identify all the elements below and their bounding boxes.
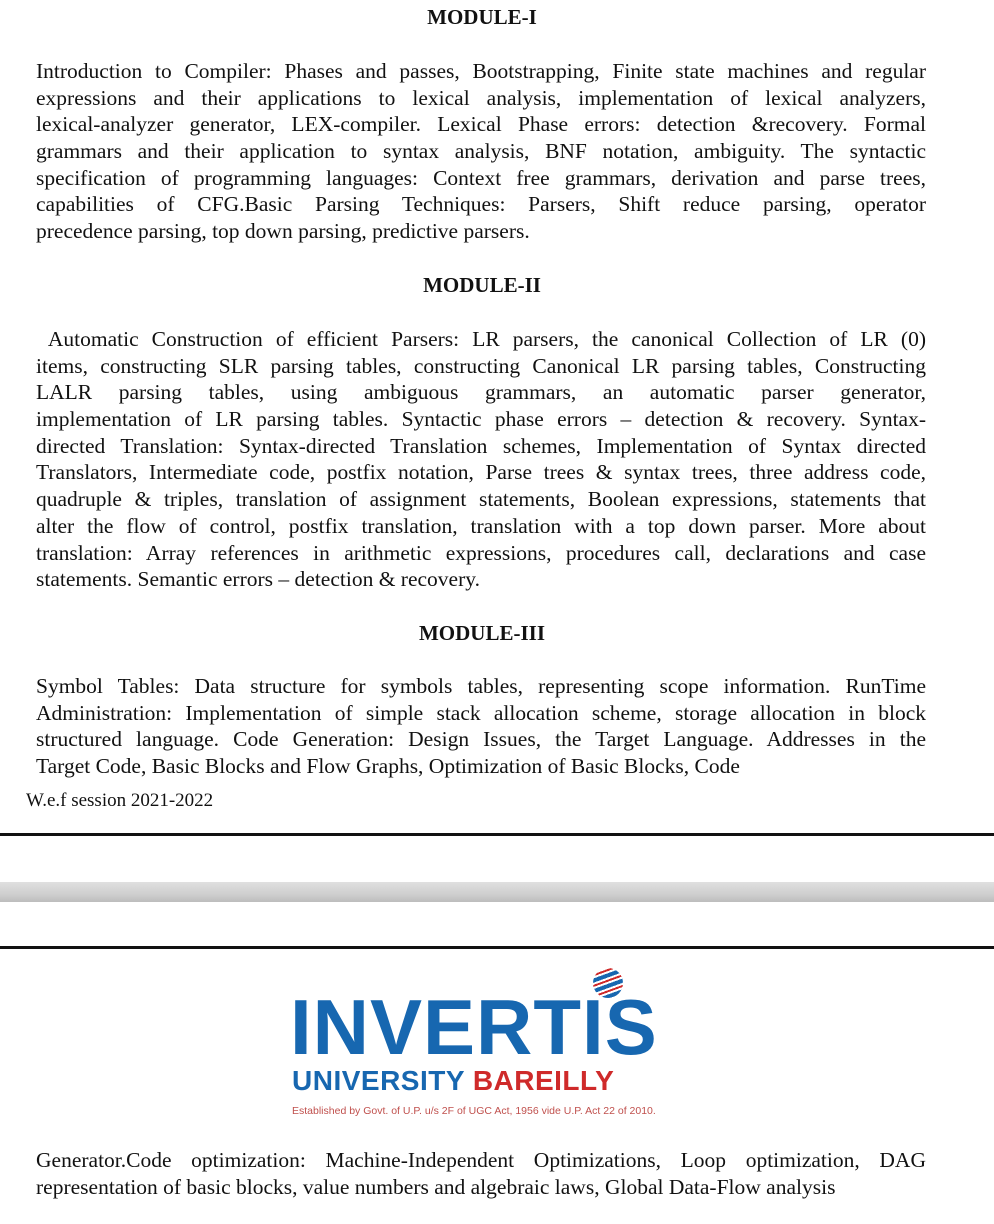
text-line: lexical-analyzer generator, LEX-compiler. Lexical Phase errors: detection &recovery. Formal (36, 112, 926, 137)
text-line: directed Translation: Syntax-directed Translation schemes, Implementation of Syntax directed (36, 433, 926, 458)
continuation-text (36, 1147, 926, 1200)
module-1-heading: MODULE-I (427, 5, 537, 29)
module-1-text (36, 58, 926, 245)
text-line: precedence parsing, top down parsing, predictive parsers. (36, 219, 530, 244)
text-line: Generator.Code optimization: Machine-Independent Optimizations, Loop optimization, DAG (36, 1148, 926, 1172)
text-line: statements. Semantic errors – detection & recovery. (36, 567, 480, 592)
text-line: Administration: Implementation of simple stack allocation scheme, storage allocation in block (36, 700, 926, 725)
text-line: Translators, Intermediate code, postfix notation, Parse trees & syntax trees, three address code, (36, 460, 926, 485)
session-footer: W.e.f session 2021-2022 (26, 790, 214, 811)
page-separator (0, 882, 994, 902)
logo-established: Established by Govt. of U.P. u/s 2F of UGC Act, 1956 vide U.P. Act 22 of 2010. (292, 1105, 656, 1117)
module-2-text (36, 326, 926, 593)
module-3-text (36, 673, 926, 780)
text-line: Target Code, Basic Blocks and Flow Graphs, Optimization of Basic Blocks, Code (36, 754, 740, 779)
text-line: items, constructing SLR parsing tables, constructing Canonical LR parsing tables, Constructing (36, 353, 926, 378)
module-3-heading: MODULE-III (418, 621, 545, 645)
logo-name: INVERTIS (290, 983, 658, 1071)
text-line: Automatic Construction of efficient Parsers: LR parsers, the canonical Collection of LR (0) (36, 327, 926, 351)
module-2-heading: MODULE-II (423, 273, 541, 297)
text-line: Introduction to Compiler: Phases and passes, Bootstrapping, Finite state machines and regular (36, 59, 926, 83)
text-line: Symbol Tables: Data structure for symbols tables, representing scope information. RunTime (36, 674, 926, 698)
text-line: grammars and their application to syntax analysis, BNF notation, ambiguity. The syntactic (36, 139, 926, 164)
text-line: structured language. Code Generation: Design Issues, the Target Language. Addresses in the (36, 727, 926, 752)
text-line: specification of programming languages: Context free grammars, derivation and parse trees, (36, 165, 926, 190)
text-line: quadruple & triples, translation of assignment statements, Boolean expressions, statements that (36, 487, 926, 512)
text-line: representation of basic blocks, value numbers and algebraic laws, Global Data-Flow analysis (36, 1174, 836, 1199)
logo-city: BAREILLY (472, 1065, 615, 1096)
text-line: expressions and their applications to lexical analysis, implementation of lexical analyzers, (36, 85, 926, 110)
university-logo (290, 965, 680, 1125)
text-line: implementation of LR parsing tables. Syntactic phase errors – detection & recovery. Syntax- (36, 407, 926, 432)
text-line: alter the flow of control, postfix translation, translation with a top down parser. More about (36, 513, 926, 538)
text-line: capabilities of CFG.Basic Parsing Techniques: Parsers, Shift reduce parsing, operator (36, 192, 926, 217)
page-end-rule (0, 833, 994, 836)
logo-subtitle (292, 1065, 614, 1097)
page-start-rule (0, 946, 994, 949)
text-line: translation: Array references in arithmetic expressions, procedures call, declarations and case (36, 540, 926, 565)
text-line: LALR parsing tables, using ambiguous grammars, an automatic parser generator, (36, 380, 926, 405)
logo-university: UNIVERSITY (292, 1065, 465, 1096)
